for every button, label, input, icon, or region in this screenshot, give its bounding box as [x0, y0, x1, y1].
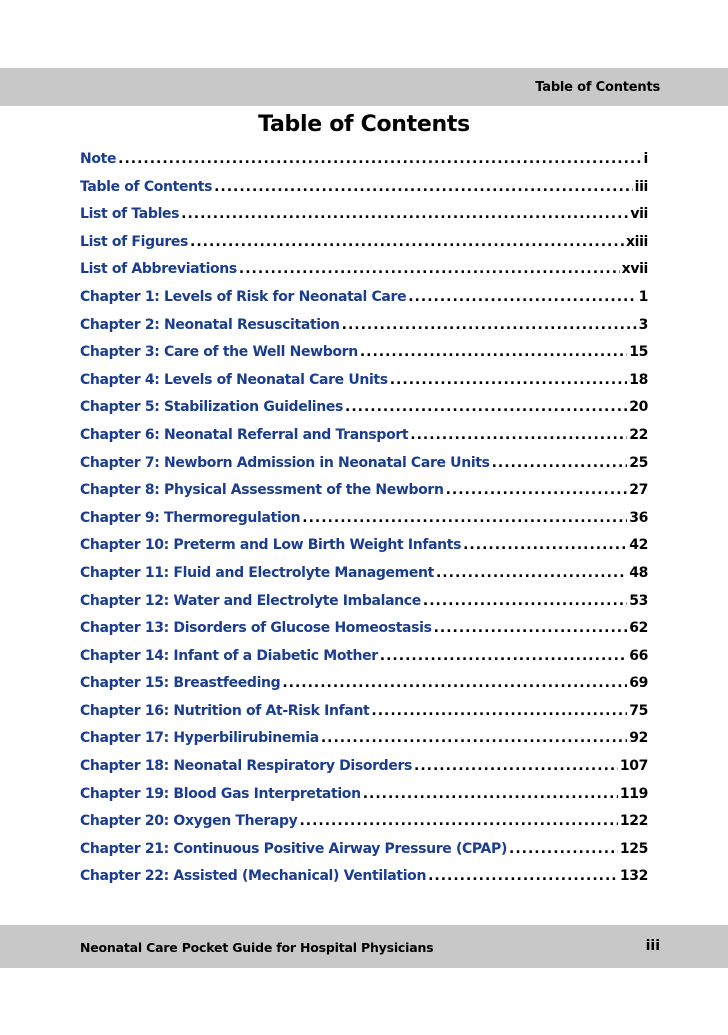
- toc-entry-page: 42: [629, 537, 648, 554]
- toc-entry-title: Chapter 16: Nutrition of At-Risk Infant: [80, 702, 370, 719]
- toc-entry-title: Chapter 7: Newborn Admission in Neonatal Care Units: [80, 454, 490, 471]
- toc-entry-page: 3: [638, 316, 648, 333]
- toc-entry-title: Chapter 10: Preterm and Low Birth Weight Infants: [80, 537, 462, 554]
- toc-entry-page: 53: [629, 592, 648, 609]
- toc-entry-title: Chapter 13: Disorders of Glucose Homeostasis: [80, 620, 432, 637]
- toc-leader-dots: [118, 151, 641, 167]
- toc-leader-dots: [380, 648, 627, 664]
- toc-entry-chapter-7[interactable]: [80, 455, 648, 483]
- toc-entry-chapter-6[interactable]: [80, 427, 648, 455]
- toc-leader-dots: [410, 427, 627, 443]
- toc-leader-dots: [181, 206, 628, 222]
- footer-page-number: iii: [645, 938, 660, 954]
- toc-entry-page: 122: [619, 813, 648, 830]
- toc-entry-title: Chapter 18: Neonatal Respiratory Disorders: [80, 758, 413, 775]
- toc-entry-chapter-1[interactable]: [80, 289, 648, 317]
- toc-entry-page: iii: [634, 178, 648, 195]
- toc-entry-chapter-21[interactable]: [80, 841, 648, 869]
- toc-entry-chapter-8[interactable]: [80, 482, 648, 510]
- toc-entry-page: 27: [629, 482, 648, 499]
- toc-entry-page: 1: [638, 288, 648, 305]
- toc-leader-dots: [509, 841, 618, 857]
- toc-leader-dots: [428, 868, 618, 884]
- toc-leader-dots: [190, 234, 624, 250]
- toc-entry-page: 22: [629, 426, 648, 443]
- toc-leader-dots: [342, 317, 637, 333]
- toc-entry-list-of-tables[interactable]: [80, 206, 648, 234]
- page-title: Table of Contents: [258, 112, 470, 137]
- toc-entry-title: Note: [80, 151, 117, 167]
- toc-entry-page: xvii: [621, 261, 648, 278]
- toc-entry-chapter-9[interactable]: [80, 510, 648, 538]
- toc-entry-title: Chapter 6: Neonatal Referral and Transport: [80, 426, 409, 443]
- toc-entry-title: Chapter 15: Breastfeeding: [80, 675, 281, 692]
- toc-entry-title: Chapter 20: Oxygen Therapy: [80, 813, 298, 830]
- toc-entry-chapter-12[interactable]: [80, 593, 648, 621]
- toc-entry-title: List of Abbreviations: [80, 261, 237, 278]
- toc-entry-page: 20: [629, 399, 648, 416]
- toc-leader-dots: [436, 565, 627, 581]
- toc-entry-title: List of Tables: [80, 206, 180, 223]
- toc-entry-chapter-15[interactable]: [80, 675, 648, 703]
- running-header: [0, 68, 728, 106]
- toc-entry-chapter-2[interactable]: [80, 317, 648, 345]
- footer-book-title: Neonatal Care Pocket Guide for Hospital Physicians: [80, 940, 434, 955]
- toc-entry-page: 36: [629, 509, 648, 526]
- toc-leader-dots: [446, 482, 628, 498]
- toc-entry-page: vii: [630, 206, 648, 223]
- toc-entry-page: 62: [629, 620, 648, 637]
- toc-entry-chapter-16[interactable]: [80, 703, 648, 731]
- toc-entry-title: Chapter 5: Stabilization Guidelines: [80, 399, 343, 416]
- toc-entry-page: 69: [629, 675, 648, 692]
- toc-entry-chapter-3[interactable]: [80, 344, 648, 372]
- toc-entry-title: List of Figures: [80, 233, 189, 250]
- toc-entry-title: Chapter 14: Infant of a Diabetic Mother: [80, 647, 378, 664]
- toc-entry-chapter-19[interactable]: [80, 786, 648, 814]
- toc-entry-chapter-17[interactable]: [80, 730, 648, 758]
- toc-leader-dots: [239, 261, 620, 277]
- toc-entry-page: 125: [619, 840, 648, 857]
- toc-entry-chapter-10[interactable]: [80, 537, 648, 565]
- toc-leader-dots: [492, 455, 628, 471]
- table-of-contents: [80, 151, 648, 896]
- toc-leader-dots: [414, 758, 618, 774]
- toc-leader-dots: [363, 786, 618, 802]
- toc-entry-page: xiii: [625, 233, 648, 250]
- toc-leader-dots: [408, 289, 636, 305]
- toc-entry-title: Chapter 19: Blood Gas Interpretation: [80, 785, 361, 802]
- toc-entry-title: Chapter 9: Thermoregulation: [80, 509, 301, 526]
- toc-entry-page: 48: [629, 564, 648, 581]
- toc-entry-chapter-14[interactable]: [80, 648, 648, 676]
- toc-entry-title: Chapter 11: Fluid and Electrolyte Management: [80, 564, 434, 581]
- toc-entry-page: i: [643, 151, 648, 167]
- toc-entry-chapter-11[interactable]: [80, 565, 648, 593]
- toc-leader-dots: [299, 813, 617, 829]
- toc-leader-dots: [434, 620, 628, 636]
- toc-entry-title: Chapter 1: Levels of Risk for Neonatal Care: [80, 288, 407, 305]
- toc-entry-page: 75: [629, 702, 648, 719]
- toc-entry-page: 132: [619, 868, 648, 885]
- toc-leader-dots: [302, 510, 627, 526]
- running-footer: [0, 925, 728, 968]
- toc-entry-chapter-13[interactable]: [80, 620, 648, 648]
- toc-entry-title: Chapter 22: Assisted (Mechanical) Ventilation: [80, 868, 427, 885]
- toc-entry-page: 18: [629, 371, 648, 388]
- running-header-title: Table of Contents: [535, 80, 660, 95]
- toc-entry-title: Chapter 8: Physical Assessment of the Newborn: [80, 482, 444, 499]
- toc-entry-page: 119: [619, 785, 648, 802]
- toc-entry-title: Chapter 21: Continuous Positive Airway Pressure (CPAP): [80, 840, 508, 857]
- toc-entry-list-of-figures[interactable]: [80, 234, 648, 262]
- toc-entry-chapter-18[interactable]: [80, 758, 648, 786]
- toc-entry-title: Chapter 4: Levels of Neonatal Care Units: [80, 371, 388, 388]
- toc-leader-dots: [371, 703, 627, 719]
- toc-entry-page: 66: [629, 647, 648, 664]
- toc-entry-title: Chapter 12: Water and Electrolyte Imbalance: [80, 592, 421, 609]
- toc-entry-note[interactable]: [80, 151, 648, 179]
- toc-entry-table-of-contents[interactable]: [80, 179, 648, 207]
- toc-entry-page: 107: [619, 758, 648, 775]
- toc-entry-list-of-abbreviations[interactable]: [80, 261, 648, 289]
- toc-entry-chapter-4[interactable]: [80, 372, 648, 400]
- toc-entry-page: 15: [629, 344, 648, 361]
- toc-entry-chapter-20[interactable]: [80, 813, 648, 841]
- toc-entry-title: Chapter 17: Hyperbilirubinemia: [80, 730, 319, 747]
- toc-entry-title: Chapter 2: Neonatal Resuscitation: [80, 316, 340, 333]
- toc-leader-dots: [360, 344, 627, 360]
- toc-entry-chapter-22[interactable]: [80, 868, 648, 896]
- toc-entry-page: 92: [629, 730, 648, 747]
- toc-entry-title: Table of Contents: [80, 178, 213, 195]
- toc-leader-dots: [423, 593, 627, 609]
- toc-leader-dots: [463, 537, 627, 553]
- toc-entry-chapter-5[interactable]: [80, 399, 648, 427]
- toc-entry-title: Chapter 3: Care of the Well Newborn: [80, 344, 358, 361]
- toc-entry-page: 25: [629, 454, 648, 471]
- toc-leader-dots: [321, 730, 627, 746]
- toc-leader-dots: [214, 179, 633, 195]
- toc-leader-dots: [282, 675, 627, 691]
- toc-leader-dots: [390, 372, 627, 388]
- toc-leader-dots: [345, 399, 627, 415]
